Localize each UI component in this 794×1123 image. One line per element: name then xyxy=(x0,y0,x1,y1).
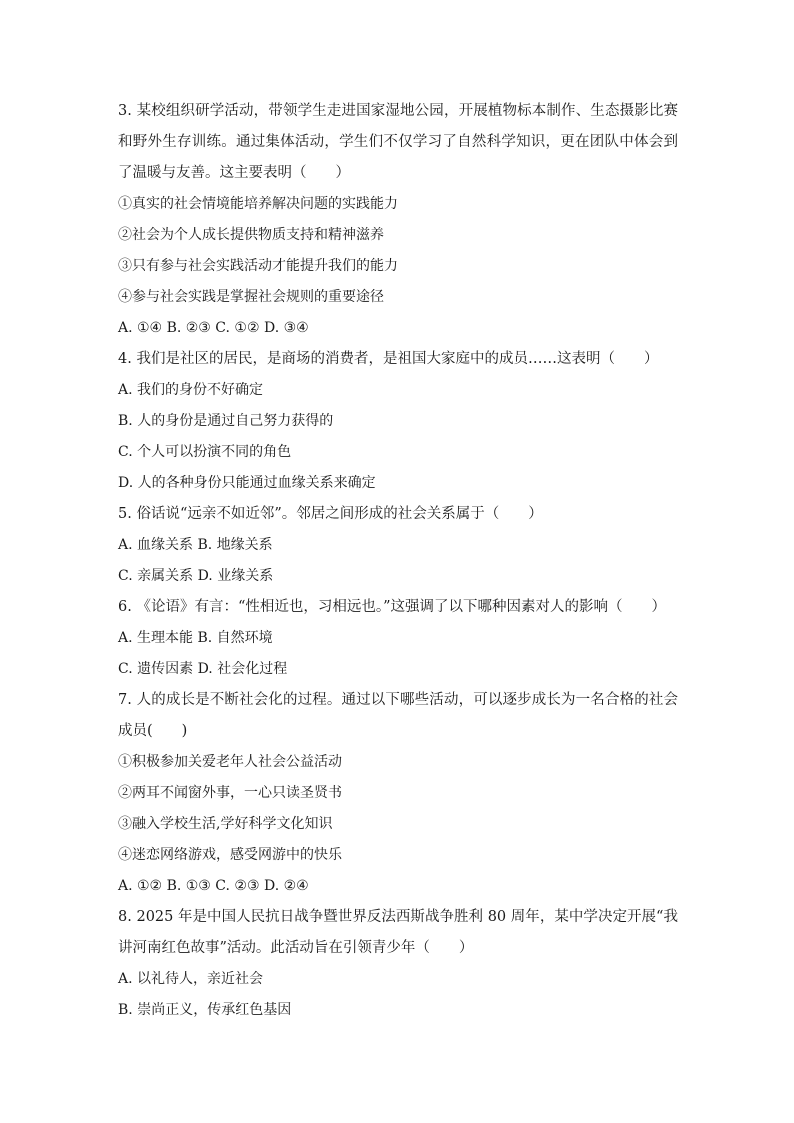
question-4 xyxy=(118,344,678,499)
statement-option: ①积极参加关爱老年人社会公益活动 xyxy=(118,754,342,770)
statement-option: ①真实的社会情境能培养解决问题的实践能力 xyxy=(118,196,398,212)
statement-option: ④迷恋网络游戏，感受网游中的快乐 xyxy=(118,847,342,863)
answer-choice: A. 我们的身份不好确定 xyxy=(118,382,264,398)
statement-option: ③融入学校生活,学好科学文化知识 xyxy=(118,816,333,832)
answer-choices: A. ①② B. ①③ C. ②③ D. ②④ xyxy=(118,878,309,894)
answer-choices: A. 生理本能 B. 自然环境 xyxy=(118,630,273,646)
answer-choices: A. ①④ B. ②③ C. ①② D. ③④ xyxy=(118,320,309,336)
question-stem: 6. 《论语》有言：“性相近也，习相远也。”这强调了以下哪种因素对人的影响（ ） xyxy=(118,599,667,615)
question-6 xyxy=(118,592,678,685)
answer-choices: A. 血缘关系 B. 地缘关系 xyxy=(118,537,273,553)
question-stem: 7. 人的成长是不断社会化的过程。通过以下哪些活动，可以逐步成长为一名合格的社会成员( ) xyxy=(118,692,678,739)
question-8 xyxy=(118,902,678,1026)
question-stem: 3. 某校组织研学活动，带领学生走进国家湿地公园，开展植物标本制作、生态摄影比赛和野外生存训练。通过集体活动，学生们不仅学习了自然科学知识，更在团队中体会到了温暖与友善。这主要表明（ ） xyxy=(118,103,678,181)
question-3 xyxy=(118,96,678,344)
statement-option: ②两耳不闻窗外事，一心只读圣贤书 xyxy=(118,785,342,801)
answer-choice: A. 以礼待人，亲近社会 xyxy=(118,971,264,987)
statement-option: ②社会为个人成长提供物质支持和精神滋养 xyxy=(118,227,384,243)
answer-choice: B. 人的身份是通过自己努力获得的 xyxy=(118,413,334,429)
exam-page xyxy=(118,96,678,1026)
answer-choice: C. 个人可以扮演不同的角色 xyxy=(118,444,292,460)
answer-choices: C. 遗传因素 D. 社会化过程 xyxy=(118,661,288,677)
question-stem: 4. 我们是社区的居民，是商场的消费者，是祖国大家庭中的成员……这表明（ ） xyxy=(118,351,659,367)
question-stem: 8. 2025 年是中国人民抗日战争暨世界反法西斯战争胜利 80 周年，某中学决定开展“我讲河南红色故事”活动。此活动旨在引领青少年（ ） xyxy=(118,909,678,956)
question-7 xyxy=(118,685,678,902)
statement-option: ④参与社会实践是掌握社会规则的重要途径 xyxy=(118,289,384,305)
answer-choice: D. 人的各种身份只能通过血缘关系来确定 xyxy=(118,475,376,491)
statement-option: ③只有参与社会实践活动才能提升我们的能力 xyxy=(118,258,398,274)
question-stem: 5. 俗话说“远亲不如近邻”。邻居之间形成的社会关系属于（ ） xyxy=(118,506,543,522)
question-5 xyxy=(118,499,678,592)
answer-choice: B. 崇尚正义，传承红色基因 xyxy=(118,1002,292,1018)
answer-choices: C. 亲属关系 D. 业缘关系 xyxy=(118,568,274,584)
